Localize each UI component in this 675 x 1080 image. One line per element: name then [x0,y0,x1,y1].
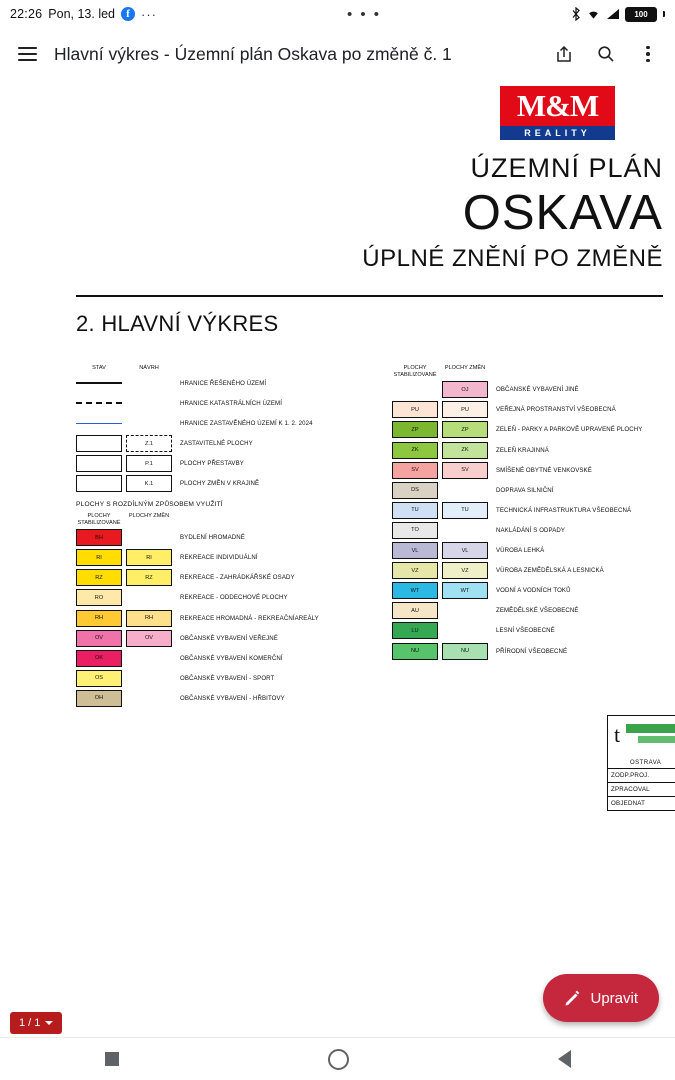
document-page [0,88,675,807]
swatch-navrh: K.1 [126,475,172,492]
swatch-empty [126,415,172,432]
map-green-band [626,724,675,733]
legend-row [76,670,376,687]
swatch-zmen: WT [442,582,488,599]
swatch-empty [126,395,172,412]
swatch-zmen: VZ [442,562,488,579]
legend-row [76,650,376,667]
battery-icon: 100 [625,7,657,22]
swatch-stabilizovane: ZP [392,421,438,438]
bluetooth-icon [571,7,581,21]
section-title: 2. HLAVNÍ VÝKRES [76,311,279,337]
legend-left-head [76,365,376,371]
status-right [571,7,665,22]
legend-label: TECHNICKÁ INFRASTRUKTURA VŠEOBECNÁ [496,506,632,514]
swatch-stabilizovane: DS [392,482,438,499]
legend-row [392,562,672,579]
back-button[interactable] [558,1050,571,1068]
swatch-stabilizovane: OV [76,630,122,647]
swatch-stabilizovane: NU [392,643,438,660]
title-block [607,715,675,811]
logo-subtitle: REALITY [500,126,615,140]
legend-label: SMÍŠENÉ OBYTNÉ VENKOVSKÉ [496,466,592,474]
hamburger-icon [18,47,37,61]
legend-label: PLOCHY ZMĚN V KRAJINĚ [180,480,260,488]
map-marker-icon: t [614,722,621,747]
legend-label: LESNÍ VŠEOBECNÉ [496,627,555,635]
legend-label: NAKLÁDÁNÍ S ODPADY [496,526,566,534]
swatch-line-blue [76,415,122,432]
swatch-zmen: RH [126,610,172,627]
swatch-zmen: PU [442,401,488,418]
logo-mark [500,86,615,126]
page-indicator[interactable] [10,1012,62,1034]
swatch-zmen [126,690,172,707]
legend-row [392,482,672,499]
swatch-zmen [442,622,488,639]
legend-label: REKREACE - ODDECHOVÉ PLOCHY [180,594,288,602]
legend-row [392,582,672,599]
legend [0,365,675,785]
swatch-stabilizovane: VZ [392,562,438,579]
swatch-stabilizovane: TO [392,522,438,539]
swatch-stabilizovane: BH [76,529,122,546]
legend-row [392,622,672,639]
system-nav-bar [0,1037,675,1080]
chevron-down-icon [45,1021,53,1025]
page-indicator-label: 1 / 1 [19,1017,41,1029]
legend-right-rows [392,381,672,659]
legend-subheading: PLOCHY S ROZDÍLNÝM ZPŮSOBEM VYUŽITÍ [76,501,223,509]
legend-label: PŘÍRODNÍ VŠEOBECNÉ [496,647,568,655]
swatch-stav [76,455,122,472]
mm-reality-logo [500,85,615,141]
legend-label: DOPRAVA SILNIČNÍ [496,486,554,494]
pencil-icon [564,990,581,1007]
swatch-navrh: P.1 [126,455,172,472]
legend-row [392,542,672,559]
legend-label: VODNÍ A VODNÍCH TOKŮ [496,587,571,595]
map-city-label: OSTRAVA [630,760,662,766]
title-block-row: ZODP.PROJ. [607,769,675,783]
legend-row [392,442,672,459]
more-button[interactable] [629,35,667,73]
swatch-zmen: NU [442,643,488,660]
battery-cap-icon [663,11,665,17]
legend-row [76,690,376,707]
legend-label: REKREACE - ZAHRÁDKÁŘSKÉ OSADY [180,574,295,582]
swatch-stabilizovane: OH [76,690,122,707]
swatch-zmen [442,522,488,539]
legend-left-head-2 [76,513,376,526]
logo-right-m: M [569,88,599,123]
swatch-zmen: TU [442,502,488,519]
legend-row [392,502,672,519]
status-left [10,7,157,22]
legend-left-rows [76,529,376,707]
facebook-icon: f [121,7,135,21]
legend-row [76,375,376,392]
more-vertical-icon [646,46,650,63]
legend-label: BYDLENÍ HROMADNÉ [180,534,245,542]
legend-row [392,401,672,418]
swatch-zmen [442,482,488,499]
doc-heading-1: ÚZEMNÍ PLÁN [470,153,663,183]
swatch-stabilizovane: TU [392,502,438,519]
legend-row [76,475,376,492]
swatch-zmen: RZ [126,569,172,586]
swatch-stabilizovane: VL [392,542,438,559]
doc-heading-2: OSKAVA [462,186,663,240]
legend-row [76,395,376,412]
legend-row [76,549,376,566]
legend-left-column [76,365,376,710]
swatch-zmen: OJ [442,381,488,398]
logo-left-m: M [516,88,546,123]
legend-row [76,630,376,647]
status-bar [0,0,675,28]
title-block-rows [607,769,675,811]
legend-label: VEŘEJNÁ PROSTRANSTVÍ VŠEOBECNÁ [496,406,616,414]
legend-label: ZELEŇ - PARKY A PARKOVĚ UPRAVENÉ PLOCHY [496,426,643,434]
legend-label: HRANICE ŘEŠENÉHO ÚZEMÍ [180,379,267,387]
legend-label: PLOCHY PŘESTAVBY [180,460,244,468]
swatch-zmen [126,670,172,687]
legend-head-stav: STAV [92,365,106,372]
swatch-stabilizovane: ZK [392,442,438,459]
legend-label: OBČANSKÉ VYBAVENÍ KOMERČNÍ [180,654,283,662]
app-bar [0,28,675,81]
legend-label: OBČANSKÉ VYBAVENÍ JINÉ [496,386,579,394]
wifi-icon [586,8,601,20]
swatch-stav [76,435,122,452]
recents-button[interactable] [105,1052,119,1066]
page-title: Hlavní výkres - Územní plán Oskava po změně č. 1 [54,43,452,64]
legend-head-zmen: PLOCHY ZMĚN [128,513,170,520]
legend-head-stabilizovane: PLOCHY STABILIZOVANÉ [77,513,121,526]
swatch-stabilizovane: OS [76,670,122,687]
swatch-zmen [442,602,488,619]
edit-fab[interactable] [543,974,659,1022]
swatch-zmen: SV [442,462,488,479]
title-block-row: OBJEDNAT [607,797,675,811]
legend-row [76,569,376,586]
legend-label: OBČANSKÉ VYBAVENÍ - SPORT [180,674,275,682]
legend-label: OBČANSKÉ VYBAVENÍ - HŘBITOVY [180,694,285,702]
signal-icon [606,8,620,20]
map-green-band-2 [638,736,675,743]
doc-heading-3: ÚPLNÉ ZNĚNÍ PO ZMĚNĚ [362,245,663,273]
legend-row [76,529,376,546]
share-icon [555,45,573,63]
legend-row [392,643,672,660]
status-date: Pon, 13. led [48,7,115,21]
legend-label: HRANICE ZASTAVĚNÉHO ÚZEMÍ K 1. 2. 2024 [180,420,313,428]
legend-head-stabilizovane: PLOCHY STABILIZOVANÉ [393,365,437,378]
title-block-row: ZPRACOVAL [607,783,675,797]
legend-label: VÜROBA LEHKÁ [496,547,545,555]
legend-row [392,421,672,438]
swatch-stabilizovane: RO [76,589,122,606]
swatch-stabilizovane: OK [76,650,122,667]
legend-row [76,415,376,432]
legend-label: REKREACE HROMADNÁ - REKREAČNÍAREÁLY [180,614,319,622]
swatch-stabilizovane: LU [392,622,438,639]
legend-label: OBČANSKÉ VYBAVENÍ VEŘEJNÉ [180,634,278,642]
legend-label: ZELEŇ KRAJINNÁ [496,446,549,454]
legend-label: ZASTAVITELNÉ PLOCHY [180,440,253,448]
legend-right-head [392,365,672,378]
header-divider [76,295,663,297]
legend-head-zmen: PLOCHY ZMĚN [444,365,486,372]
swatch-stabilizovane: RI [76,549,122,566]
status-center-dots: • • • [346,5,382,23]
document-header [0,153,675,273]
legend-right-column [392,365,672,662]
swatch-zmen: VL [442,542,488,559]
swatch-stabilizovane: PU [392,401,438,418]
legend-row [392,602,672,619]
circle-icon [328,1049,349,1070]
share-button[interactable] [545,35,583,73]
locator-map [607,715,675,769]
swatch-zmen: ZK [442,442,488,459]
legend-head-navrh: NÁVRH [139,365,159,372]
legend-label: REKREACE INDIVIDUÁLNÍ [180,554,258,562]
legend-label: VÜROBA ZEMĚDĚLSKÁ A LESNICKÁ [496,567,604,575]
home-button[interactable] [328,1049,349,1070]
swatch-stabilizovane: RZ [76,569,122,586]
legend-row [76,435,376,452]
search-icon [597,45,615,63]
logo-ampersand: & [545,88,570,123]
swatch-line-solid [76,375,122,392]
legend-label: HRANICE KATASTRÁLNÍCH ÚZEMÍ [180,399,283,407]
triangle-back-icon [558,1050,571,1068]
swatch-stabilizovane: AU [392,602,438,619]
swatch-zmen: RI [126,549,172,566]
swatch-empty [126,375,172,392]
swatch-zmen: OV [126,630,172,647]
legend-row [392,381,672,398]
notification-overflow-icon: ··· [141,6,157,22]
status-time: 22:26 [10,7,43,21]
swatch-stabilizovane [392,381,438,398]
swatch-stabilizovane: RH [76,610,122,627]
swatch-stabilizovane: WT [392,582,438,599]
edit-fab-label: Upravit [590,989,638,1007]
square-icon [105,1052,119,1066]
swatch-navrh: Z.1 [126,435,172,452]
search-button[interactable] [587,35,625,73]
swatch-stabilizovane: SV [392,462,438,479]
document-viewer[interactable] [0,80,675,1080]
swatch-line-dashdot [76,395,122,412]
legend-row [76,610,376,627]
legend-row [392,522,672,539]
swatch-stav [76,475,122,492]
legend-label: ZEMĚDĚLSKÉ VŠEOBECNÉ [496,607,579,615]
swatch-zmen [126,650,172,667]
legend-row [76,589,376,606]
swatch-zmen [126,589,172,606]
swatch-zmen: ZP [442,421,488,438]
legend-row [392,462,672,479]
legend-row [76,455,376,472]
swatch-zmen [126,529,172,546]
menu-button[interactable] [8,35,46,73]
